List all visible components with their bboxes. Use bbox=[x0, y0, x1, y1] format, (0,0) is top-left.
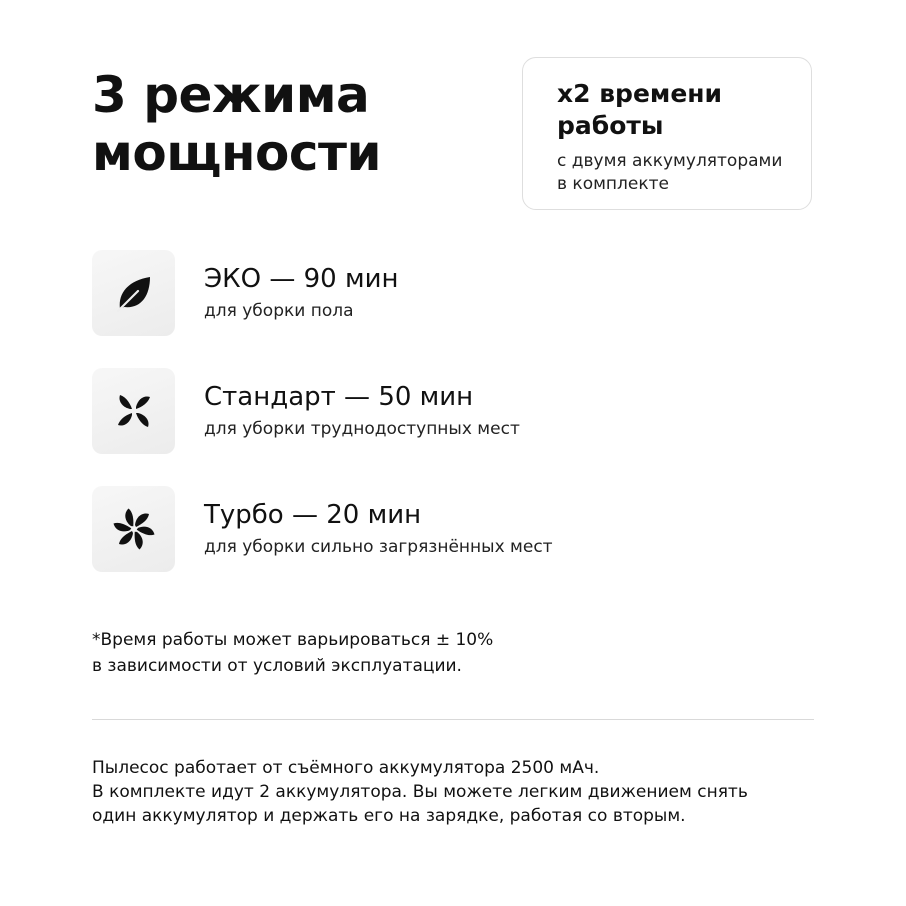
battery-description-line-2: В комплекте идут 2 аккумулятора. Вы можете легким движением снять bbox=[92, 782, 748, 802]
mode-turbo bbox=[92, 486, 792, 572]
section-divider bbox=[92, 719, 814, 720]
mode-turbo-name: Турбо — 20 мин bbox=[204, 500, 422, 530]
battery-badge-title-line-1: x2 времени bbox=[557, 79, 723, 108]
page-title-line-1: 3 режима bbox=[92, 66, 370, 124]
battery-badge-subtitle bbox=[557, 150, 807, 196]
mode-eco-name: ЭКО — 90 мин bbox=[204, 264, 399, 294]
fan-icon bbox=[112, 389, 156, 433]
mode-eco-description: для уборки пола bbox=[204, 301, 354, 321]
mode-turbo-description: для уборки сильно загрязнённых мест bbox=[204, 537, 553, 557]
turbo-fan-icon-tile bbox=[92, 486, 175, 572]
battery-description bbox=[92, 756, 812, 828]
battery-badge-title bbox=[557, 78, 797, 142]
leaf-icon bbox=[112, 271, 156, 315]
runtime-footnote bbox=[92, 627, 692, 679]
mode-standard-description: для уборки труднодоступных мест bbox=[204, 419, 520, 439]
runtime-footnote-line-1: *Время работы может варьироваться ± 10% bbox=[92, 630, 494, 650]
battery-badge-subtitle-line-2: в комплекте bbox=[557, 174, 669, 194]
mode-standard bbox=[92, 368, 792, 454]
turbo-fan-icon bbox=[112, 507, 156, 551]
mode-eco bbox=[92, 250, 792, 336]
battery-description-line-1: Пылесос работает от съёмного аккумулятора 2500 мАч. bbox=[92, 758, 600, 778]
page-title-line-2: мощности bbox=[92, 124, 382, 182]
page-title bbox=[92, 66, 492, 182]
battery-badge-title-line-2: работы bbox=[557, 111, 664, 140]
battery-description-line-3: один аккумулятор и держать его на зарядке, работая со вторым. bbox=[92, 806, 686, 826]
battery-badge-subtitle-line-1: с двумя аккумуляторами bbox=[557, 151, 783, 171]
fan-icon-tile bbox=[92, 368, 175, 454]
battery-badge-card bbox=[522, 57, 812, 210]
leaf-icon-tile bbox=[92, 250, 175, 336]
mode-standard-name: Стандарт — 50 мин bbox=[204, 382, 474, 412]
runtime-footnote-line-2: в зависимости от условий эксплуатации. bbox=[92, 656, 462, 676]
